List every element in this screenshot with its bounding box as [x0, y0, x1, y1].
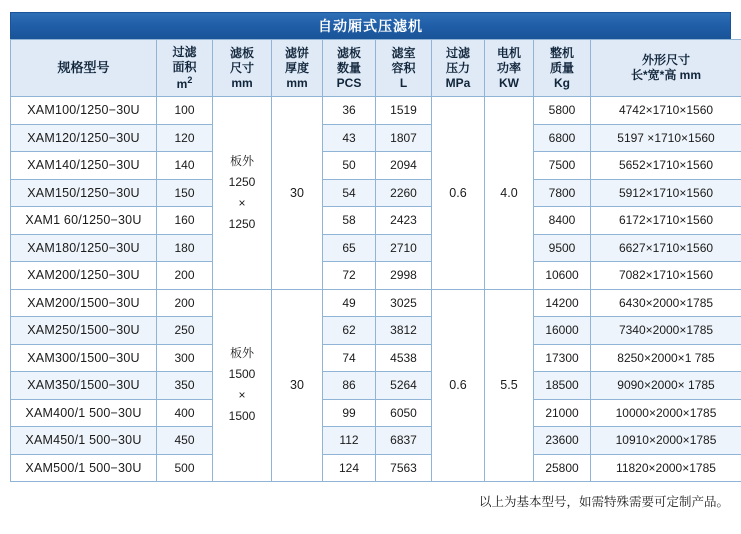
column-header-plate-count	[323, 40, 376, 97]
cell-model: XAM200/1500−30U	[11, 289, 157, 317]
cell-filter-area: 180	[157, 234, 213, 262]
cell-plate-count: 36	[323, 97, 376, 125]
header-line-3: KW	[499, 75, 519, 90]
cell-machine-weight: 9500	[534, 234, 591, 262]
header-line-3: MPa	[445, 75, 471, 90]
cell-chamber-volume: 2260	[376, 179, 432, 207]
header-line-1: 滤饼	[284, 45, 309, 60]
header-line-2: 质量	[549, 60, 574, 75]
cell-chamber-volume: 6837	[376, 427, 432, 455]
cell-motor-power: 5.5	[485, 289, 534, 482]
cell-dimensions: 5652×1710×1560	[591, 152, 741, 180]
cell-plate-count: 54	[323, 179, 376, 207]
plate-size-line: ×	[238, 388, 246, 403]
plate-size-line: 1500	[228, 409, 256, 424]
header-line-1: 滤板	[229, 45, 254, 60]
cell-chamber-volume: 3025	[376, 289, 432, 317]
cell-chamber-volume: 5264	[376, 372, 432, 400]
superscript-two: 2	[187, 74, 193, 85]
header-line-2: 功率	[496, 60, 521, 75]
cell-model: XAM140/1250−30U	[11, 152, 157, 180]
header-line-2: 压力	[445, 60, 470, 75]
plate-size-line: 板外	[229, 346, 254, 361]
plate-size-line: ×	[238, 195, 246, 210]
table-row	[11, 97, 741, 125]
column-header-chamber-volume	[376, 40, 432, 97]
column-header-machine-weight	[534, 40, 591, 97]
cell-dimensions: 10910×2000×1785	[591, 427, 741, 455]
page-title: 自动厢式压滤机	[10, 12, 731, 39]
table-row	[11, 427, 741, 455]
cell-filter-area: 150	[157, 179, 213, 207]
cell-plate-count: 74	[323, 344, 376, 372]
table-row	[11, 344, 741, 372]
cell-filter-area: 500	[157, 454, 213, 482]
header-line-2: 尺寸	[229, 60, 254, 75]
cell-dimensions: 6430×2000×1785	[591, 289, 741, 317]
cell-plate-count: 58	[323, 207, 376, 235]
cell-plate-count: 62	[323, 317, 376, 345]
cell-model: XAM120/1250−30U	[11, 124, 157, 152]
cell-machine-weight: 10600	[534, 262, 591, 290]
cell-plate-count: 49	[323, 289, 376, 317]
header-line-2: 长*宽*高 mm	[630, 68, 701, 82]
cell-filter-area: 450	[157, 427, 213, 455]
header-line-2: 面积	[172, 59, 197, 74]
table-row	[11, 152, 741, 180]
cell-plate-count: 124	[323, 454, 376, 482]
cell-chamber-volume: 6050	[376, 399, 432, 427]
cell-filter-area: 100	[157, 97, 213, 125]
cell-machine-weight: 7800	[534, 179, 591, 207]
cell-machine-weight: 8400	[534, 207, 591, 235]
cell-machine-weight: 14200	[534, 289, 591, 317]
cell-chamber-volume: 2998	[376, 262, 432, 290]
cell-model: XAM400/1 500−30U	[11, 399, 157, 427]
table-row	[11, 207, 741, 235]
header-line-1: 滤室	[391, 45, 416, 60]
cell-model: XAM150/1250−30U	[11, 179, 157, 207]
cell-plate-count: 50	[323, 152, 376, 180]
cell-chamber-volume: 2094	[376, 152, 432, 180]
cell-filter-area: 160	[157, 207, 213, 235]
header-line-1: 外形尺寸	[641, 53, 690, 67]
cell-filter-area: 300	[157, 344, 213, 372]
cell-chamber-volume: 3812	[376, 317, 432, 345]
column-header-motor-power	[485, 40, 534, 97]
header-line-1: 过滤	[445, 45, 470, 60]
table-body	[11, 97, 741, 482]
cell-filter-pressure: 0.6	[432, 289, 485, 482]
cell-filter-area: 120	[157, 124, 213, 152]
cell-dimensions: 11820×2000×1785	[591, 454, 741, 482]
cell-model: XAM200/1250−30U	[11, 262, 157, 290]
header-line-3: PCS	[336, 75, 362, 90]
cell-chamber-volume: 1519	[376, 97, 432, 125]
cell-dimensions: 5197 ×1710×1560	[591, 124, 741, 152]
cell-machine-weight: 16000	[534, 317, 591, 345]
cell-filter-pressure: 0.6	[432, 97, 485, 290]
column-header-filter-area	[157, 40, 213, 97]
cell-model: XAM250/1500−30U	[11, 317, 157, 345]
cell-model: XAM300/1500−30U	[11, 344, 157, 372]
cell-filter-area: 140	[157, 152, 213, 180]
cell-dimensions: 5912×1710×1560	[591, 179, 741, 207]
table-row	[11, 289, 741, 317]
cell-machine-weight: 23600	[534, 427, 591, 455]
cell-filter-area: 200	[157, 289, 213, 317]
cell-dimensions: 6172×1710×1560	[591, 207, 741, 235]
table-header	[11, 40, 741, 97]
cell-plate-count: 72	[323, 262, 376, 290]
cell-chamber-volume: 4538	[376, 344, 432, 372]
cell-dimensions: 7340×2000×1785	[591, 317, 741, 345]
table-row	[11, 317, 741, 345]
cell-plate-count: 99	[323, 399, 376, 427]
table-row	[11, 372, 741, 400]
column-header-model: 规格型号	[11, 40, 157, 97]
cell-dimensions: 6627×1710×1560	[591, 234, 741, 262]
header-row	[11, 40, 741, 97]
cell-dimensions: 4742×1710×1560	[591, 97, 741, 125]
cell-motor-power: 4.0	[485, 97, 534, 290]
header-line-3: L	[399, 75, 408, 90]
table-row	[11, 124, 741, 152]
cell-filter-area: 200	[157, 262, 213, 290]
cell-plate-count: 65	[323, 234, 376, 262]
column-header-filter-pressure	[432, 40, 485, 97]
header-line-3: mm	[286, 75, 308, 90]
plate-size-stack	[213, 343, 271, 427]
cell-model: XAM180/1250−30U	[11, 234, 157, 262]
cell-plate-count: 86	[323, 372, 376, 400]
cell-machine-weight: 7500	[534, 152, 591, 180]
header-line-1: 整机	[549, 45, 574, 60]
cell-cake-thickness: 30	[272, 289, 323, 482]
cell-machine-weight: 6800	[534, 124, 591, 152]
plate-size-stack	[213, 151, 271, 235]
column-header-plate-size	[213, 40, 272, 97]
cell-dimensions: 9090×2000× 1785	[591, 372, 741, 400]
cell-filter-area: 250	[157, 317, 213, 345]
cell-machine-weight: 17300	[534, 344, 591, 372]
table-row	[11, 399, 741, 427]
column-header-cake-thickness	[272, 40, 323, 97]
header-line-1: 电机	[496, 45, 521, 60]
cell-filter-area: 350	[157, 372, 213, 400]
cell-model: XAM350/1500−30U	[11, 372, 157, 400]
specification-table	[10, 39, 741, 482]
cell-machine-weight: 25800	[534, 454, 591, 482]
header-line-1: 滤板	[336, 45, 361, 60]
cell-dimensions: 8250×2000×1 785	[591, 344, 741, 372]
cell-cake-thickness: 30	[272, 97, 323, 290]
header-line-2: 厚度	[284, 60, 309, 75]
cell-plate-count: 43	[323, 124, 376, 152]
header-line-3: Kg	[554, 75, 570, 90]
header-line-2: 数量	[336, 60, 361, 75]
cell-plate-size	[213, 289, 272, 482]
plate-size-line: 1500	[228, 367, 256, 382]
cell-dimensions: 7082×1710×1560	[591, 262, 741, 290]
cell-chamber-volume: 1807	[376, 124, 432, 152]
cell-chamber-volume: 2710	[376, 234, 432, 262]
cell-model: XAM1 60/1250−30U	[11, 207, 157, 235]
cell-filter-area: 400	[157, 399, 213, 427]
table-row	[11, 262, 741, 290]
header-line-3: $m^2$	[176, 74, 193, 91]
cell-machine-weight: 5800	[534, 97, 591, 125]
cell-chamber-volume: 2423	[376, 207, 432, 235]
plate-size-line: 1250	[228, 216, 256, 231]
cell-model: XAM500/1 500−30U	[11, 454, 157, 482]
footnote-text: 以上为基本型号，如需特殊需要可定制产品。	[478, 495, 729, 509]
cell-machine-weight: 18500	[534, 372, 591, 400]
cell-model: XAM100/1250−30U	[11, 97, 157, 125]
header-line-2: 容积	[391, 60, 416, 75]
cell-plate-size	[213, 97, 272, 290]
plate-size-line: 1250	[228, 174, 256, 189]
column-header-dimensions	[591, 40, 741, 97]
cell-dimensions: 10000×2000×1785	[591, 399, 741, 427]
cell-plate-count: 112	[323, 427, 376, 455]
plate-size-line: 板外	[229, 153, 254, 168]
table-row	[11, 179, 741, 207]
header-line-1: 过滤	[172, 44, 197, 59]
cell-machine-weight: 21000	[534, 399, 591, 427]
header-line-3: mm	[231, 75, 253, 90]
table-row	[11, 234, 741, 262]
table-row	[11, 454, 741, 482]
cell-model: XAM450/1 500−30U	[11, 427, 157, 455]
cell-chamber-volume: 7563	[376, 454, 432, 482]
